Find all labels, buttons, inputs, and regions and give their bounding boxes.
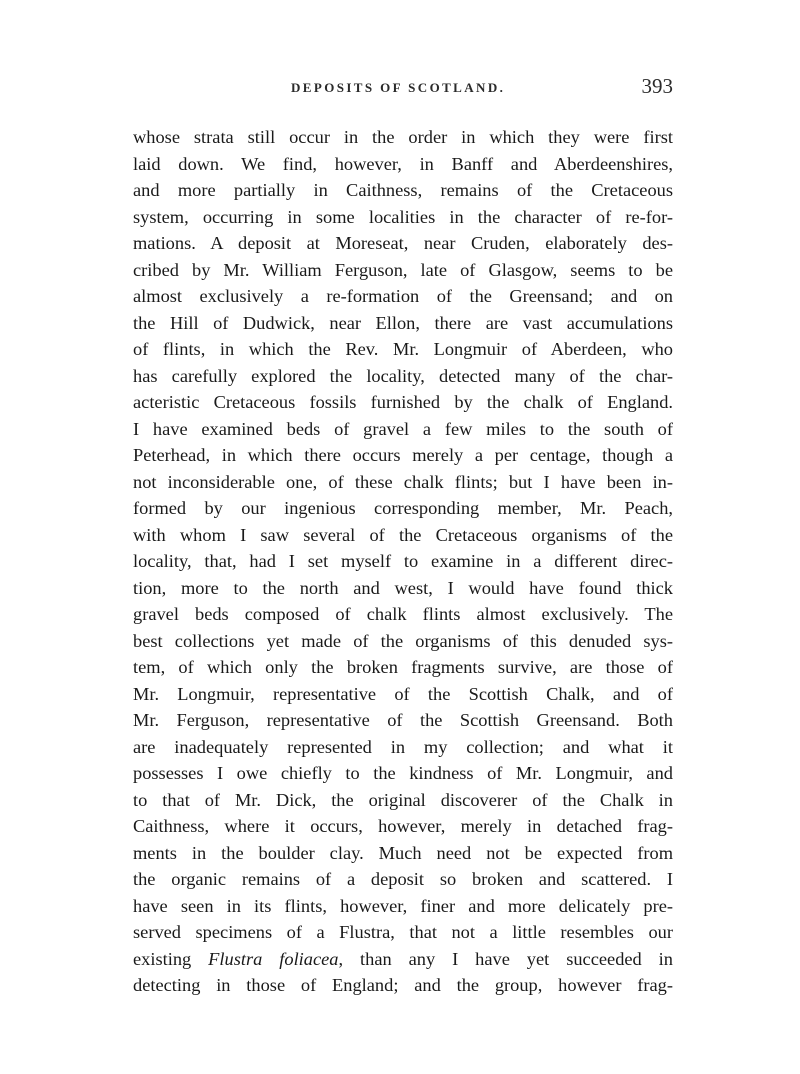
text-line: Mr. Longmuir, representative of the Scottish Chalk, and of: [133, 683, 673, 704]
text-line: almost exclusively a re-formation of the Greensand; and on: [133, 286, 673, 306]
text-line-with-italic: [133, 946, 673, 973]
page-number: 393: [641, 74, 673, 98]
text-line: whose strata still occur in the order in which they were first: [133, 127, 673, 147]
text-line: tion, more to the north and west, I would have found thick: [133, 577, 673, 598]
text-line: and more partially in Caithness, remains of the Cretaceous: [133, 180, 673, 200]
text-run: , than any I have yet succeeded in: [338, 948, 673, 969]
text-line: gravel beds composed of chalk flints almost exclusively. The: [133, 604, 673, 624]
text-line: formed by our ingenious corresponding member, Mr. Peach,: [133, 498, 673, 518]
text-line: ments in the boulder clay. Much need not be expected from: [133, 842, 673, 863]
text-line: best collections yet made of the organisms of this denuded sys-: [133, 630, 673, 651]
text-line: acteristic Cretaceous fossils furnished by the chalk of England.: [133, 392, 673, 412]
text-line: locality, that, had I set myself to examine in a different direc-: [133, 551, 673, 571]
text-line: cribed by Mr. William Ferguson, late of Glasgow, seems to be: [133, 259, 673, 280]
text-line: are inadequately represented in my collection; and what it: [133, 736, 673, 757]
text-line: Peterhead, in which there occurs merely a per centage, though a: [133, 445, 673, 465]
body-text: [133, 124, 673, 999]
text-line: Caithness, where it occurs, however, merely in detached frag-: [133, 816, 673, 836]
text-line: served specimens of a Flustra, that not a little resembles our: [133, 922, 673, 942]
text-line: with whom I saw several of the Cretaceous organisms of the: [133, 524, 673, 545]
text-line: possesses I owe chiefly to the kindness of Mr. Longmuir, and: [133, 763, 673, 783]
text-line: have seen in its flints, however, finer and more delicately pre-: [133, 895, 673, 916]
text-line: has carefully explored the locality, detected many of the char-: [133, 365, 673, 386]
text-line: Mr. Ferguson, representative of the Scottish Greensand. Both: [133, 710, 673, 730]
text-run: existing: [133, 948, 209, 969]
italic-species-name: Flustra foliacea: [208, 948, 339, 969]
text-line: tem, of which only the broken fragments survive, are those of: [133, 657, 673, 677]
text-line: not inconsiderable one, of these chalk flints; but I have been in-: [133, 471, 673, 492]
text-line: the Hill of Dudwick, near Ellon, there are vast accumulations: [133, 312, 673, 333]
text-line: mations. A deposit at Moreseat, near Cruden, elaborately des-: [133, 233, 673, 253]
text-line: of flints, in which the Rev. Mr. Longmuir of Aberdeen, who: [133, 339, 673, 359]
running-head: [133, 74, 673, 102]
running-title: DEPOSITS OF SCOTLAND.: [291, 80, 506, 95]
text-line: detecting in those of England; and the group, however frag-: [133, 975, 673, 995]
text-line: I have examined beds of gravel a few miles to the south of: [133, 418, 673, 439]
text-line: the organic remains of a deposit so broken and scattered. I: [133, 869, 673, 889]
text-line: system, occurring in some localities in the character of re-for-: [133, 206, 673, 227]
text-line: to that of Mr. Dick, the original discoverer of the Chalk in: [133, 789, 673, 810]
text-line: laid down. We find, however, in Banff and Aberdeenshires,: [133, 153, 673, 174]
